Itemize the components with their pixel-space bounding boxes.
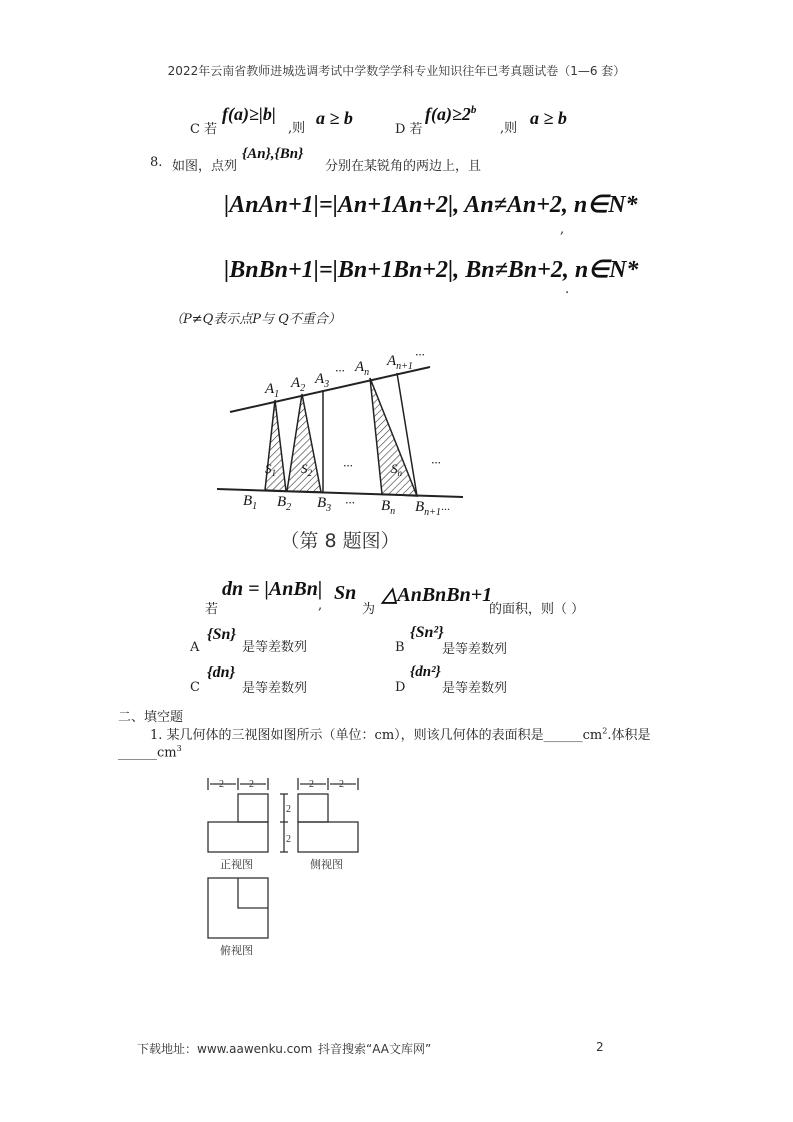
lower-ray [217,489,463,497]
q7-option-c-condition: f(a)≥|b| [222,104,276,124]
q8-stem-wei: 为 [362,602,376,617]
footer-douyin: 抖音搜索“AA文库网” [318,1042,432,1056]
q8-option-b-math: {Sn²} [410,624,444,641]
q7-option-d-condition [425,104,476,125]
dim-side-2: 2 [339,779,344,790]
dim-front-1: 2 [219,779,224,790]
label-b3: $B_3$ [317,495,332,514]
q8-option-a-label: A [190,640,200,655]
q8-option-c-label: C [190,680,200,695]
q8-intro2: 分别在某锐角的两边上，且 [325,159,482,174]
q8-sequences: {An},{Bn} [242,146,304,162]
top-view-label: 俯视图 [220,945,253,957]
q8-option-c-text: 是等差数列 [242,681,308,696]
side-view-label: 侧视图 [310,859,343,871]
label-dots-bot: ··· [345,495,355,510]
q8-option-d-math: {dn²} [410,664,441,680]
page-header: 2022年云南省教师进城选调考试中学数学学科专业知识往年已考真题试卷（1—6 套） [167,64,626,78]
q8-intro: 如图，点列 [172,159,238,174]
label-bn1: $B_{n+1}\cdot\cdot\cdot$ [415,499,450,518]
label-a3: $A_3$ [315,371,330,390]
q8-stem-triangle: △AnBnBn+1 [382,584,493,606]
triangle-s2 [287,394,321,492]
q7-option-d-condition-sup: b [470,104,477,116]
q8-equation-2: |BnBn+1|=|Bn+1Bn+2|, Bn≠Bn+2, n∈N* [224,257,639,283]
label-dots-top2: ··· [415,347,425,362]
q8-equation-1: |AnAn+1|=|An+1An+2|, An≠An+2, n∈N* [224,192,638,218]
q8-stem-if: 若 [205,602,219,617]
front-view-label: 正视图 [220,859,253,871]
front-view-upper [238,794,268,822]
fill-question-1 [150,724,651,743]
q7-option-c-conclusion: a ≥ b [316,108,353,128]
q7-option-c-then: ,则 [288,121,306,136]
side-view-upper [298,794,328,822]
fill-1-sup1: 2 [602,726,608,736]
top-view-inner [238,878,268,908]
label-s2: $S_2$ [301,461,312,478]
label-dots-top: ··· [335,363,345,378]
triangle-sn [370,378,417,496]
fill-1-line2-text: ______cm [118,745,177,761]
q8-stem-end: 的面积，则（ ） [489,602,585,617]
label-s1: $S_1$ [265,461,276,478]
footer-download: 下载地址：www.aawenku.com [137,1042,313,1056]
q7-option-d-conclusion: a ≥ b [530,108,567,128]
q8-option-d-label: D [395,680,406,695]
three-views-figure [200,770,370,960]
fill-1-sup2: 3 [176,744,182,753]
q8-number: 8. [150,155,163,170]
dim-vert-1: 2 [286,804,291,815]
label-sn: $S_n$ [391,461,402,478]
q8-figure [205,345,475,555]
q8-option-b-text: 是等差数列 [442,642,508,657]
q7-option-c-label: C 若 [190,122,218,137]
q8-equation-2-end: . [565,282,570,297]
q8-option-d-text: 是等差数列 [442,681,508,696]
dim-vert-2: 2 [286,834,291,845]
footer-page-number: 2 [596,1040,604,1054]
q7-option-d-then: ,则 [500,121,518,136]
q8-stem-dn: dn = |AnBn| [222,578,323,600]
q8-stem-comma: , [318,598,323,613]
q8-option-b-label: B [395,640,405,655]
q8-note: （P≠Q表示点P与 Q不重合） [170,312,341,327]
figure-caption: （第 8 题图） [280,530,400,552]
label-b1: $B_1$ [243,493,258,512]
q8-option-c-math: {dn} [207,664,236,681]
side-view-lower [298,822,358,852]
fill-1-line2 [118,744,182,760]
label-an1: $A_{n+1}$ [387,353,413,372]
q7-option-d-condition-base: f(a)≥2 [425,104,471,124]
label-a2: $A_2$ [291,375,306,394]
label-an: $A_n$ [355,359,370,378]
dim-front-2: 2 [249,779,254,790]
fill-1-text2: .体积是 [607,728,651,743]
label-bn: $B_n$ [381,498,396,517]
front-view-lower [208,822,268,852]
q8-stem-sn: Sn [334,582,357,604]
fill-1-text: 1. 某几何体的三视图如图所示（单位：cm），则该几何体的表面积是______cm [150,728,603,743]
label-dots-mid: ··· [343,458,353,473]
label-dots-mid2: ··· [431,455,441,470]
label-a1: $A_1$ [265,381,280,400]
q8-option-a-math: {Sn} [207,626,236,643]
q7-option-d-label: D 若 [395,122,423,137]
dim-side-1: 2 [309,779,314,790]
q8-equation-1-end: , [560,222,565,237]
label-b2: $B_2$ [277,494,292,513]
q8-option-a-text: 是等差数列 [242,640,308,655]
section-2-title: 二、填空题 [118,710,184,725]
